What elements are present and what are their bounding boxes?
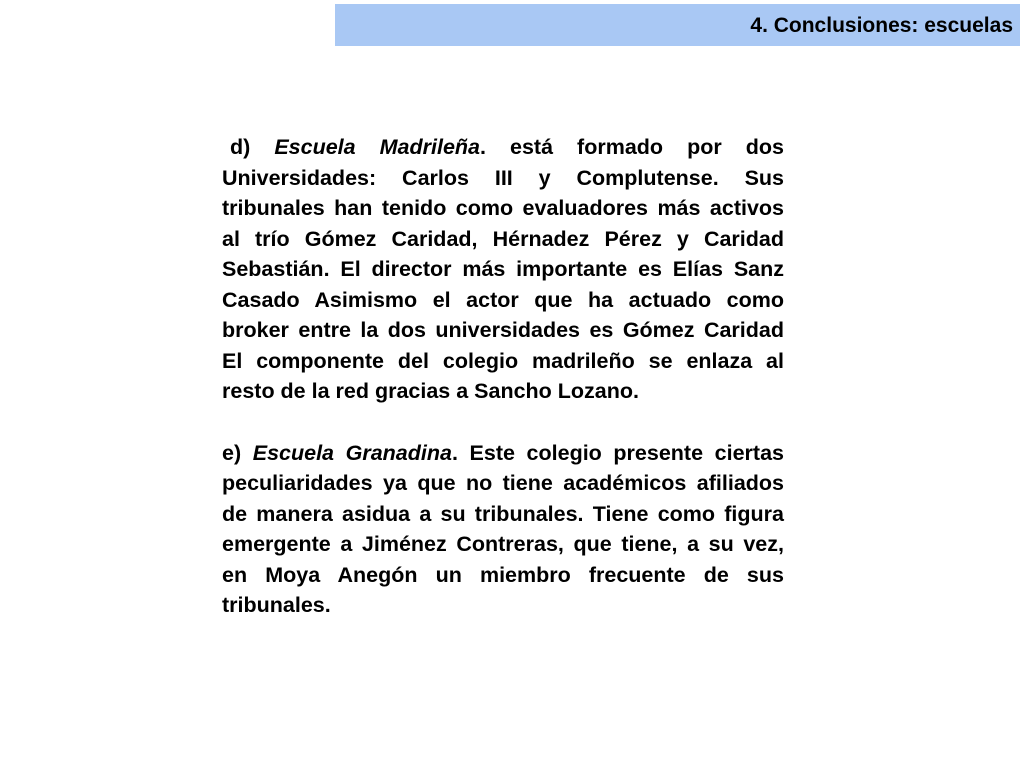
paragraph-escuela-granadina (222, 438, 784, 621)
title-bar (335, 4, 1020, 46)
slide-body (222, 132, 784, 621)
paragraph-escuela-madrilena (222, 132, 784, 407)
school-name: Escuela Granadina (252, 440, 452, 465)
paragraph-marker: e) (222, 440, 242, 465)
paragraph-text: . está formado por dos Universidades: Carlos III y Complutense. Sus tribunales han tenido como evaluadores más activos al trío Gómez Caridad, Hérnadez Pérez y Caridad Sebastián. El director más importante es Elías Sanz Casado Asimismo el actor que ha actuado como broker entre la dos universidades es Gómez Caridad El componente del colegio madrileño se enlaza al resto de la red gracias a Sancho Lozano. (222, 135, 784, 403)
slide-title: 4. Conclusiones: escuelas (750, 14, 1013, 37)
school-name: Escuela Madrileña (274, 135, 480, 159)
paragraph-marker: d) (230, 135, 251, 159)
paragraph-text: . Este colegio presente ciertas peculiaridades ya que no tiene académicos afiliados de manera asidua a su tribunales. Tiene como figura emergente a Jiménez Contreras, que tiene, a su vez, en Moya Anegón un miembro frecuente de sus tribunales. (222, 440, 784, 617)
